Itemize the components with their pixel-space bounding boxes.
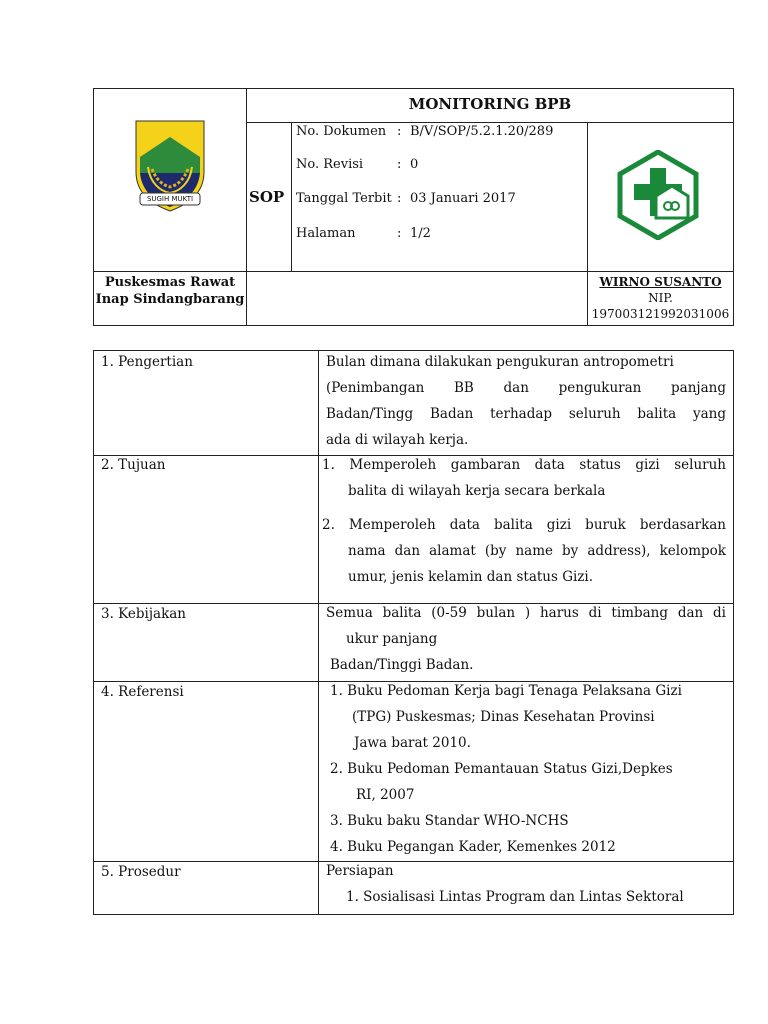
row-label-tujuan: 2. Tujuan: [101, 457, 166, 473]
referensi-line: Jawa barat 2010.: [354, 735, 471, 751]
referensi-line: 1. Buku Pedoman Kerja bagi Tenaga Pelaksana Gizi: [330, 683, 682, 699]
row-content-kebijakan: [326, 600, 726, 678]
tujuan-item-2-line: umur, jenis kelamin dan status Gizi.: [348, 569, 594, 585]
referensi-line: 3. Buku baku Standar WHO-NCHS: [330, 813, 569, 829]
meta-label-revisi: No. Revisi: [296, 157, 364, 172]
meta-value-halaman: 1/2: [410, 226, 431, 241]
row-content-pengertian: [326, 349, 726, 453]
meta-value-revisi: 0: [410, 157, 419, 172]
document-title: MONITORING BPB: [408, 95, 572, 113]
pengertian-line: Badan/Tingg Badan terhadap seluruh balita yang: [326, 406, 726, 422]
signer-name: WIRNO SUSANTO: [599, 275, 722, 289]
meta-label-halaman: Halaman: [296, 226, 356, 241]
institution-line-1: Puskesmas Rawat: [104, 275, 236, 290]
meta-label-dokumen: No. Dokumen: [296, 124, 387, 139]
prosedur-line: 1. Sosialisasi Lintas Program dan Lintas Sektoral: [346, 889, 684, 905]
kebijakan-line: ukur panjang: [346, 631, 438, 647]
referensi-line: 2. Buku Pedoman Pemantauan Status Gizi,Depkes: [330, 761, 673, 777]
kebijakan-line: Semua balita (0-59 bulan ) harus di timbang dan di: [326, 605, 726, 621]
row-label-kebijakan: 3. Kebijakan: [101, 606, 187, 622]
tujuan-item-1-line: balita di wilayah kerja secara berkala: [348, 483, 606, 499]
referensi-line: RI, 2007: [356, 787, 415, 803]
nip-label: NIP.: [648, 291, 673, 305]
pengertian-line: Bulan dimana dilakukan pengukuran antropometri: [326, 354, 674, 370]
row-content-tujuan: [322, 452, 726, 590]
institution-line-2: Inap Sindangbarang: [95, 292, 245, 307]
row-label-prosedur: 5. Prosedur: [101, 864, 181, 880]
regency-emblem-logo: [128, 117, 212, 215]
institution-name: [94, 274, 246, 308]
tujuan-item-2-line: 2. Memperoleh data balita gizi buruk berdasarkan: [322, 517, 726, 533]
row-label-referensi: 4. Referensi: [101, 684, 184, 700]
puskesmas-logo: [616, 150, 700, 240]
row-label-pengertian: 1. Pengertian: [101, 354, 193, 370]
meta-value-tanggal: 03 Januari 2017: [410, 191, 516, 206]
regency-logo-motto: SUGIH MUKTI: [146, 195, 194, 203]
kebijakan-line: Badan/Tinggi Badan.: [330, 657, 474, 673]
tujuan-item-1-line: 1. Memperoleh gambaran data status gizi seluruh: [322, 457, 726, 473]
nip-value: 197003121992031006: [591, 307, 730, 321]
row-content-prosedur: [326, 858, 726, 910]
row-content-referensi: [330, 678, 726, 860]
pengertian-line: ada di wilayah kerja.: [326, 432, 469, 448]
signer-block: [588, 274, 733, 322]
referensi-line: 4. Buku Pegangan Kader, Kemenkes 2012: [330, 839, 616, 855]
sop-label: SOP: [249, 188, 285, 206]
referensi-line: (TPG) Puskesmas; Dinas Kesehatan Provinsi: [352, 709, 655, 725]
pengertian-line: (Penimbangan BB dan pengukuran panjang: [326, 380, 726, 396]
meta-label-tanggal: Tanggal Terbit: [296, 191, 392, 206]
prosedur-line: Persiapan: [326, 863, 394, 879]
tujuan-item-2-line: nama dan alamat (by name by address), kelompok: [348, 543, 726, 559]
meta-value-dokumen: B/V/SOP/5.2.1.20/289: [410, 124, 554, 139]
